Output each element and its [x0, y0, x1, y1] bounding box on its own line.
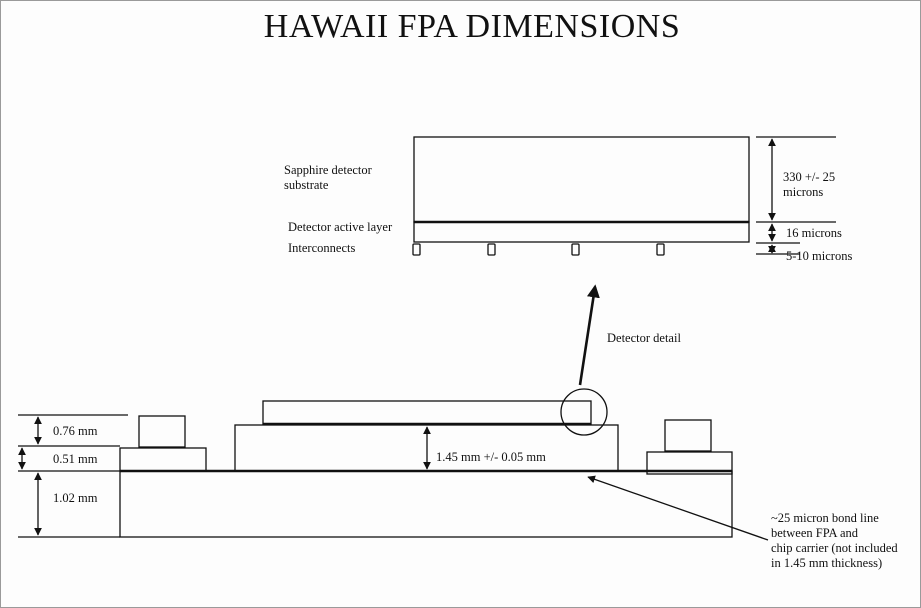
bond-label-4: in 1.45 mm thickness)	[771, 556, 883, 570]
interconnect-bump	[488, 244, 495, 255]
bond-label-2: between FPA and	[771, 526, 859, 540]
detail-arrow	[580, 287, 595, 385]
sapphire-substrate	[414, 137, 749, 222]
chip-carrier-base	[120, 471, 732, 537]
detail-circle	[561, 389, 607, 435]
interconnect-dim-label: 5-10 microns	[786, 249, 853, 263]
dim-051-label: 0.51 mm	[53, 452, 98, 466]
detector-active-layer	[414, 222, 749, 242]
bond-label-1: ~25 micron bond line	[771, 511, 879, 525]
bond-line-leader	[588, 477, 768, 540]
substrate-dim-1: 330 +/- 25	[783, 170, 836, 184]
substrate-label-1: Sapphire detector	[284, 163, 372, 177]
dim-076-label: 0.76 mm	[53, 424, 98, 438]
fpa-detector	[263, 401, 591, 424]
interconnects-label: Interconnects	[288, 241, 356, 255]
substrate-dim-2: microns	[783, 185, 824, 199]
left-pad	[120, 448, 206, 471]
interconnect-bump	[572, 244, 579, 255]
substrate-label-2: substrate	[284, 178, 329, 192]
active-layer-label: Detector active layer	[288, 220, 393, 234]
interconnect-bump	[657, 244, 664, 255]
page-title: HAWAII FPA DIMENSIONS	[263, 8, 681, 45]
interconnect-bump	[413, 244, 420, 255]
detail-label: Detector detail	[607, 331, 681, 345]
dim-102-label: 1.02 mm	[53, 491, 98, 505]
right-component	[665, 420, 711, 451]
fpa-dim-label: 1.45 mm +/- 0.05 mm	[436, 450, 546, 464]
active-dim-label: 16 microns	[786, 226, 842, 240]
bond-label-3: chip carrier (not included	[771, 541, 898, 555]
left-component	[139, 416, 185, 447]
